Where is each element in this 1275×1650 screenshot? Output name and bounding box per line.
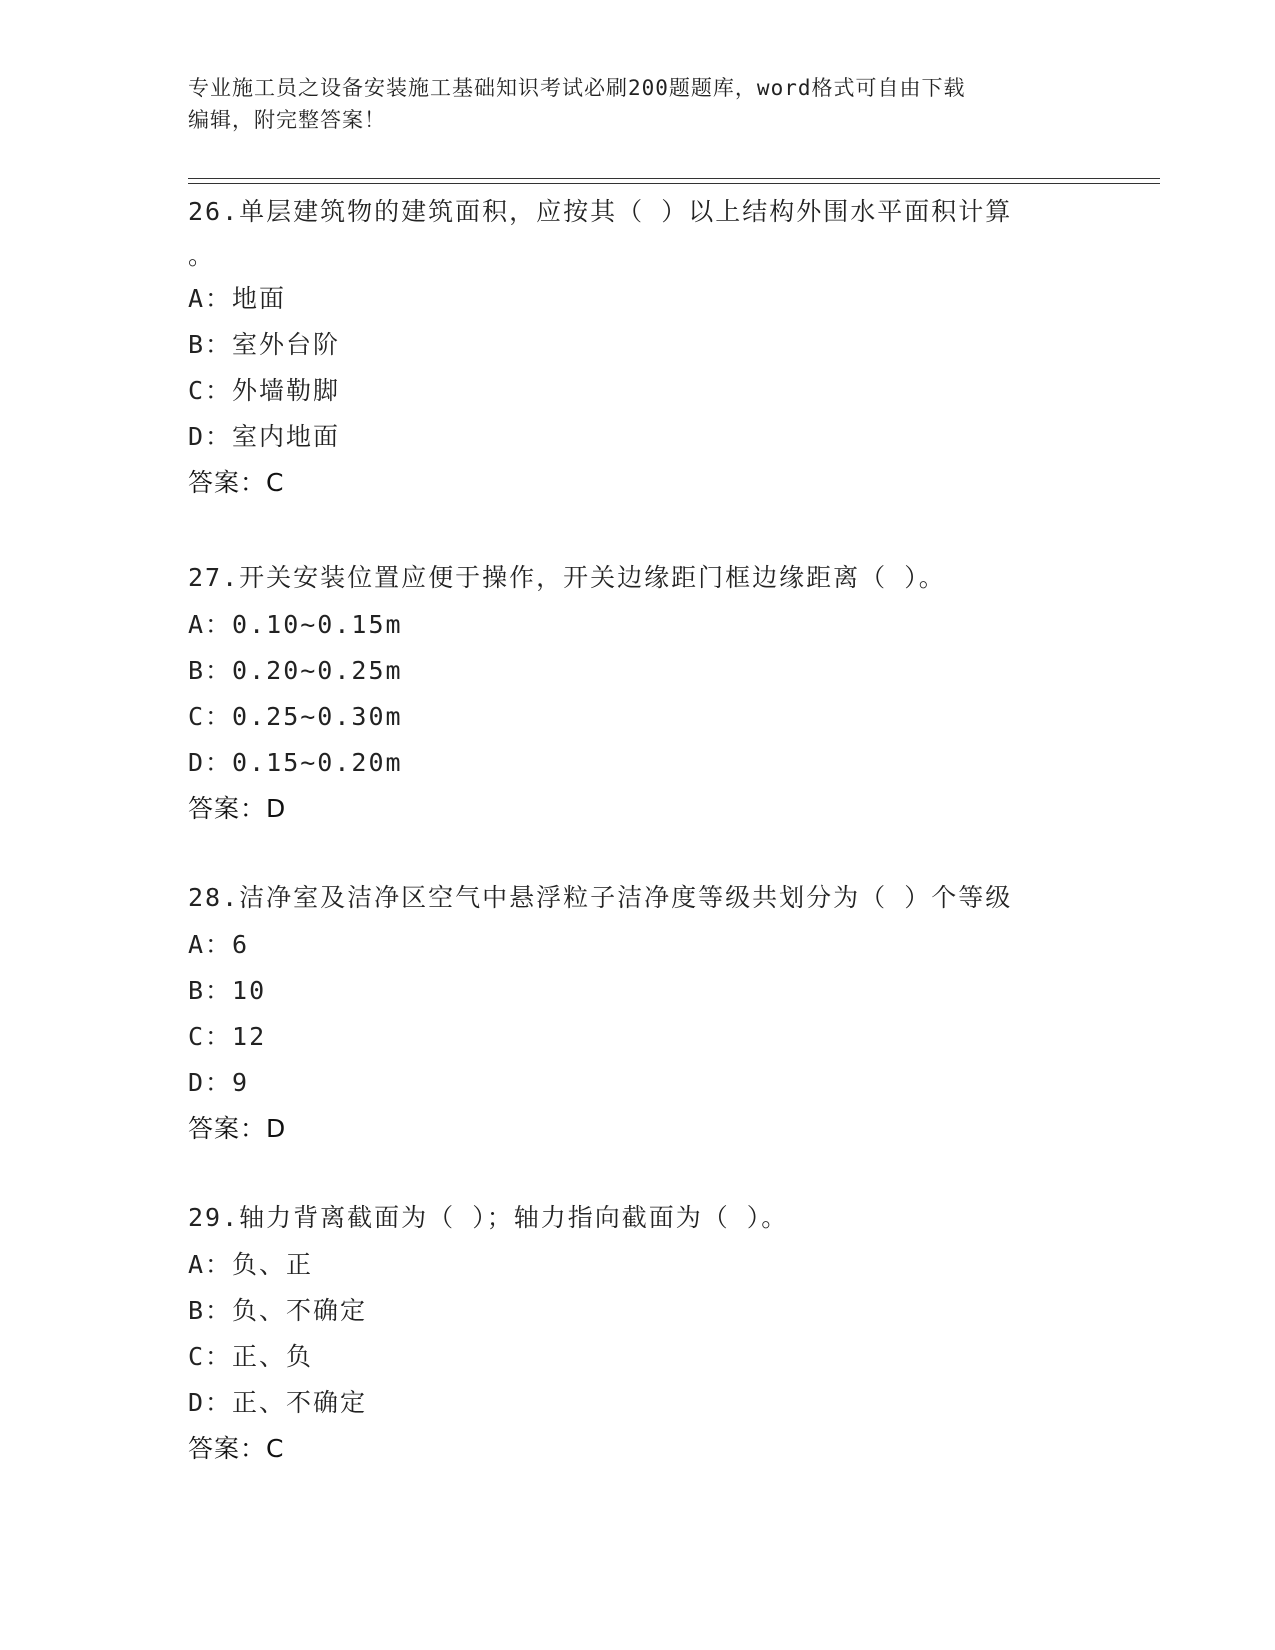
header-divider-bottom	[188, 183, 1160, 184]
option-d: D：室内地面	[188, 422, 341, 451]
option-a: A：负、正	[188, 1250, 314, 1279]
option-c: C：外墙勒脚	[188, 376, 341, 405]
option-d: D：0.15~0.20m	[188, 748, 403, 777]
answer: 答案：C	[188, 468, 285, 497]
question-28	[188, 874, 1088, 1152]
option-a: A：地面	[188, 284, 287, 313]
option-b: B：10	[188, 976, 267, 1005]
option-b: B：室外台阶	[188, 330, 341, 359]
header-line-1: 专业施工员之设备安装施工基础知识考试必刷200题题库，word格式可自由下载	[188, 76, 966, 100]
question-29	[188, 1194, 1088, 1472]
option-a: A：6	[188, 930, 250, 959]
answer: 答案：D	[188, 794, 287, 823]
question-stem: 27.开关安装位置应便于操作，开关边缘距门框边缘距离（ ）。	[188, 563, 946, 592]
question-27	[188, 554, 1088, 832]
question-stem: 28.洁净室及洁净区空气中悬浮粒子洁净度等级共划分为（ ）个等级	[188, 883, 1013, 912]
answer: 答案：C	[188, 1434, 285, 1463]
header-divider-top	[188, 178, 1160, 179]
question-stem: 29.轴力背离截面为（ ）；轴力指向截面为（ ）。	[188, 1203, 789, 1232]
option-b: B：负、不确定	[188, 1296, 368, 1325]
option-a: A：0.10~0.15m	[188, 610, 403, 639]
question-26	[188, 188, 1088, 506]
option-d: D：9	[188, 1068, 250, 1097]
option-c: C：正、负	[188, 1342, 314, 1371]
header-line-2: 编辑，附完整答案！	[188, 108, 386, 132]
option-b: B：0.20~0.25m	[188, 656, 403, 685]
question-stem: 26.单层建筑物的建筑面积，应按其（ ）以上结构外围水平面积计算	[188, 197, 1013, 226]
answer: 答案：D	[188, 1114, 287, 1143]
option-d: D：正、不确定	[188, 1388, 368, 1417]
document-header	[188, 72, 1088, 136]
option-c: C：12	[188, 1022, 267, 1051]
question-stem-continuation: 。	[188, 241, 216, 270]
option-c: C：0.25~0.30m	[188, 702, 403, 731]
